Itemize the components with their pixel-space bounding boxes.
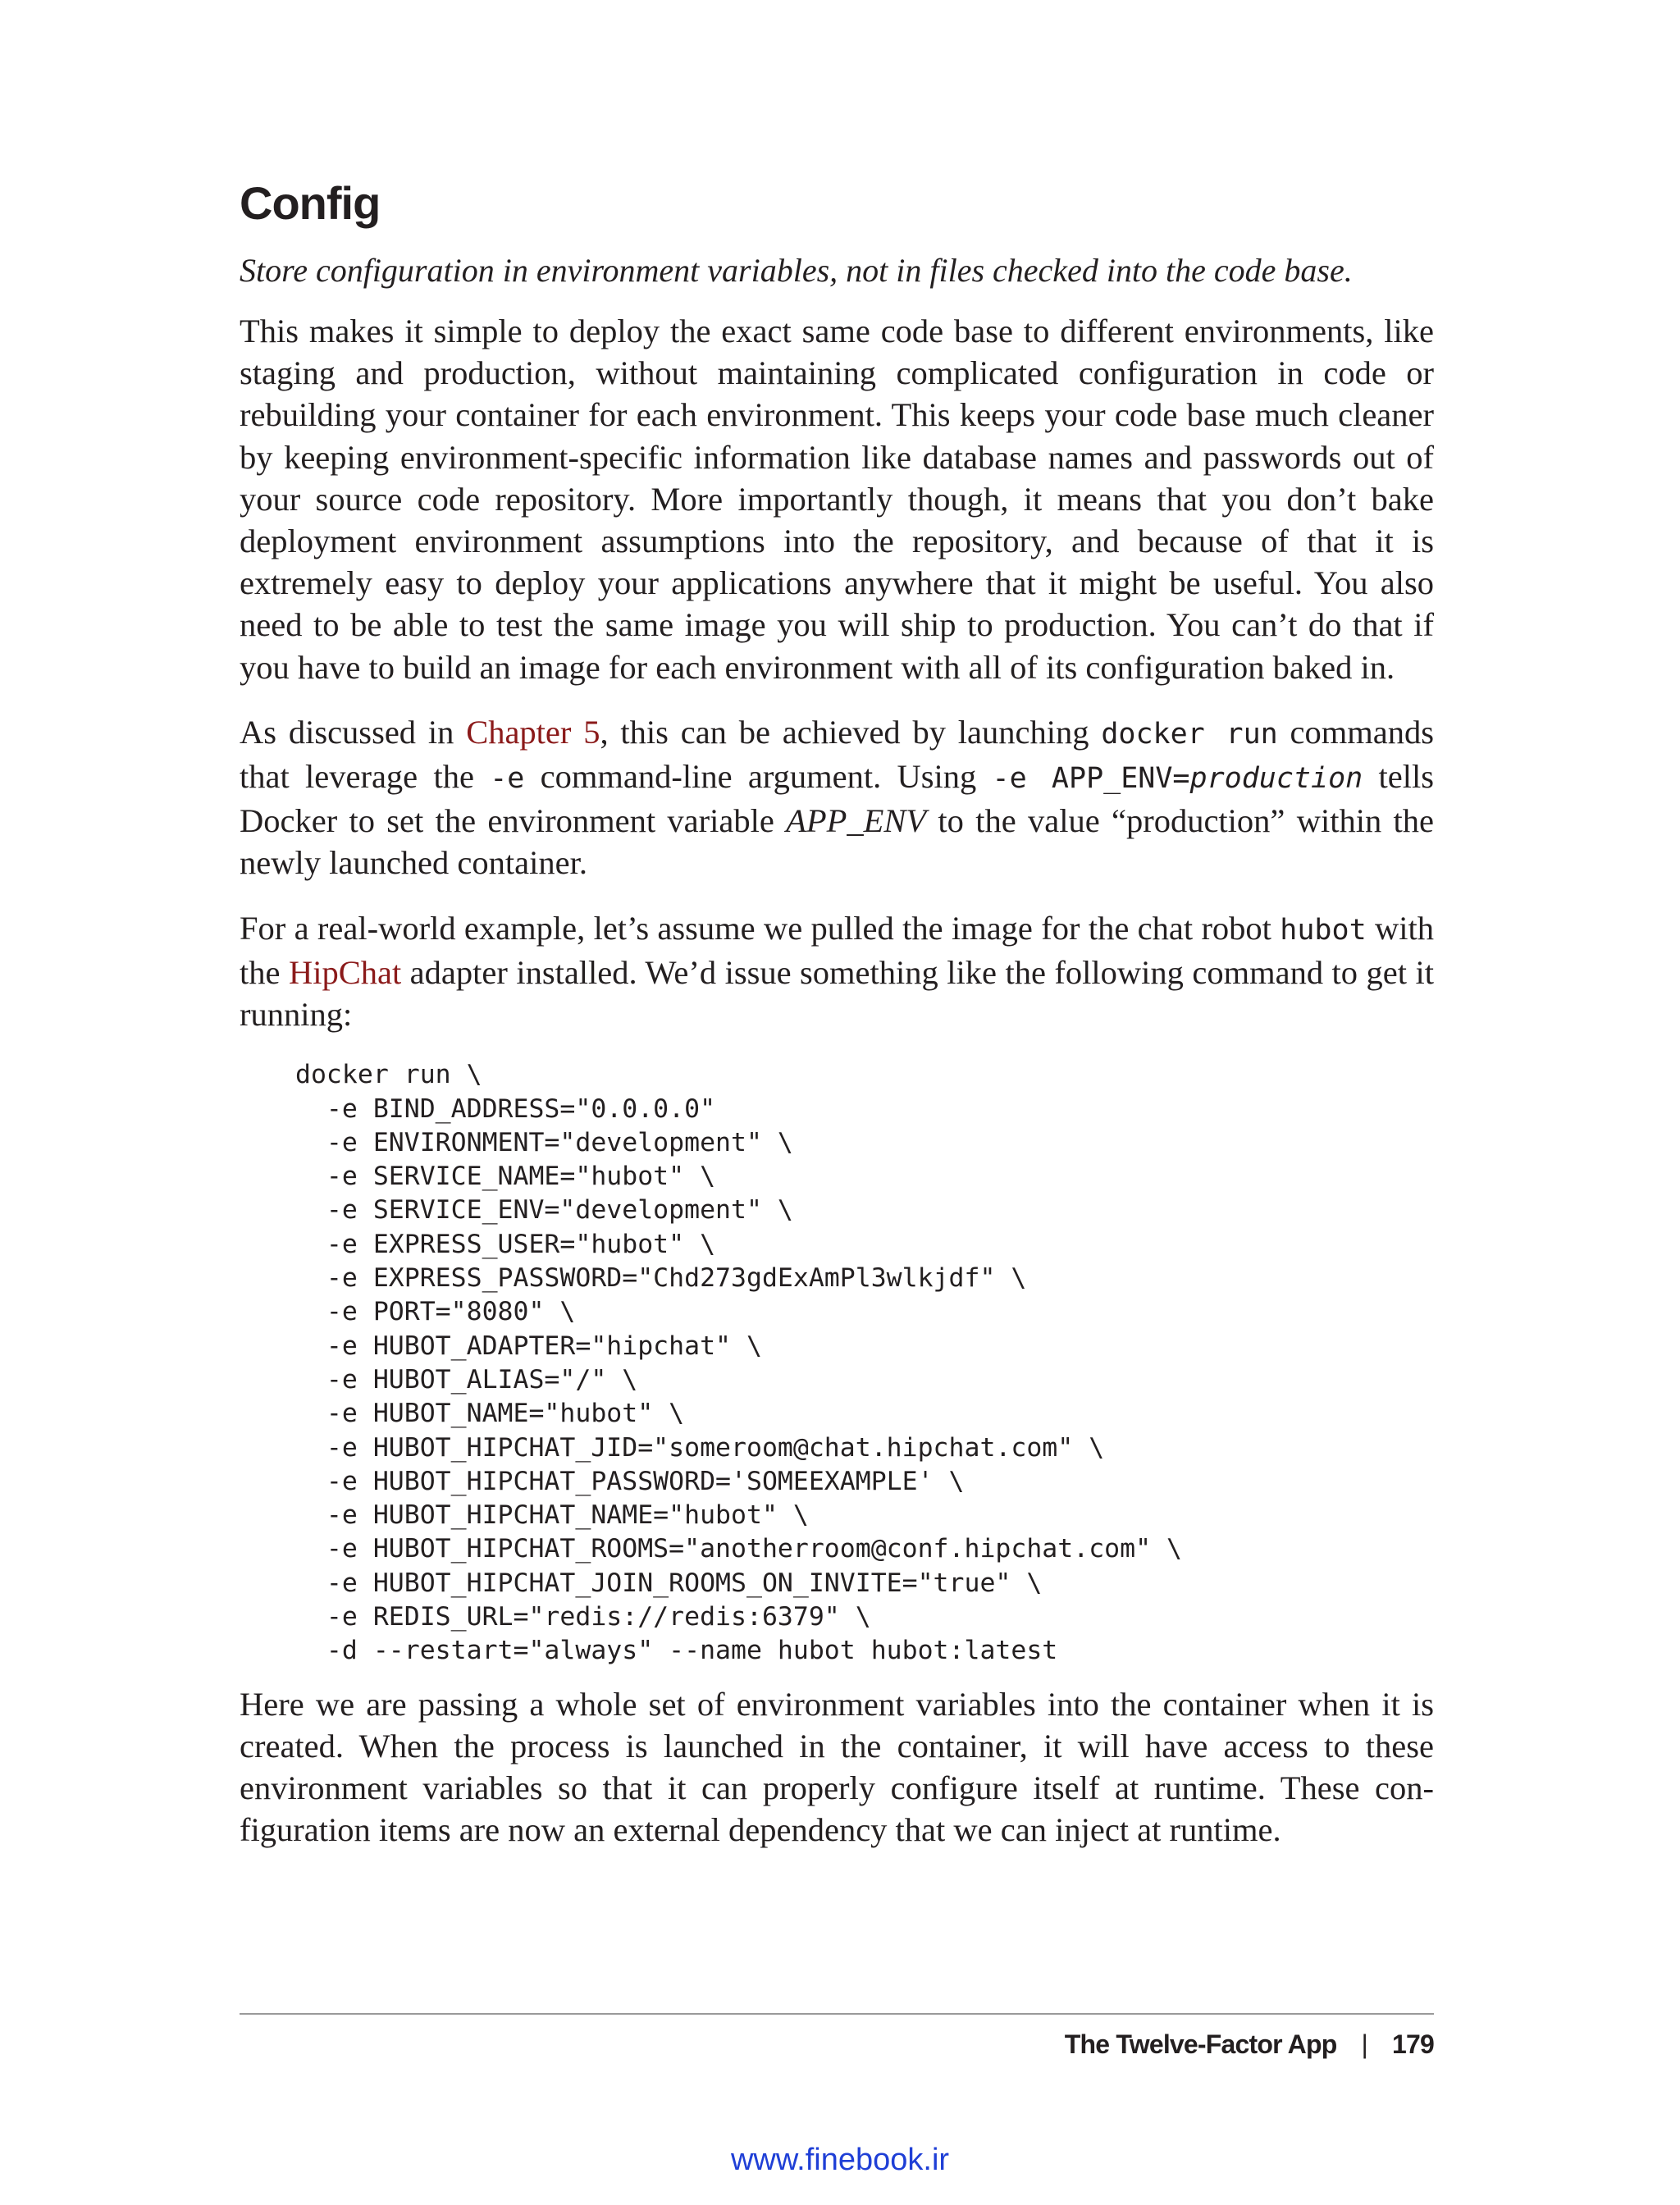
inline-code-app-env — [993, 762, 1363, 795]
code-line: -e REDIS_URL="redis://redis:6379" \ — [295, 1602, 871, 1632]
footer-separator: | — [1361, 2029, 1367, 2059]
inline-code-docker-run: docker run — [1101, 717, 1278, 751]
paragraph-hubot-example — [240, 907, 1434, 1036]
page-content — [240, 171, 1434, 1874]
code-line: -e HUBOT_HIPCHAT_ROOMS="anotherroom@conf.hipchat.com" \ — [295, 1534, 1182, 1564]
code-line: docker run \ — [295, 1060, 482, 1090]
text-span: As discussed in — [240, 713, 467, 751]
page-footer — [1065, 2026, 1434, 2062]
text-span: For a real-world example, let’s assume we pulled the image for the chat robot — [240, 909, 1281, 947]
section-title: Config — [240, 177, 381, 229]
text-span: tells Docker to set the environment variable — [240, 758, 1434, 840]
section-subtitle: Store configuration in environment variables, not in files checked into the code base. — [240, 252, 1353, 289]
code-line: -e HUBOT_HIPCHAT_NAME="hubot" \ — [295, 1500, 809, 1531]
code-line: -e SERVICE_ENV="development" \ — [295, 1195, 793, 1226]
code-line: -e ENVIRONMENT="development" \ — [295, 1127, 793, 1157]
code-line: -e PORT="8080" \ — [295, 1297, 576, 1327]
code-line: -e HUBOT_HIPCHAT_JOIN_ROOMS_ON_INVITE="true" \ — [295, 1568, 1043, 1598]
code-line: -e HUBOT_ADAPTER="hipchat" \ — [295, 1331, 762, 1361]
hipchat-link[interactable]: HipChat — [288, 953, 402, 991]
text-span: commands that leverage the — [240, 713, 1434, 796]
code-line: -d --restart="always" --name hubot hubot:latest — [295, 1636, 1058, 1666]
watermark-url[interactable]: www.finebook.ir — [730, 2143, 950, 2177]
env-variable-name: APP_ENV — [786, 802, 927, 840]
text-span: with the — [240, 909, 1434, 991]
code-line: -e EXPRESS_USER="hubot" \ — [295, 1229, 716, 1259]
code-line: -e HUBOT_NAME="hubot" \ — [295, 1399, 685, 1429]
page-number: 179 — [1392, 2029, 1434, 2059]
code-line: -e HUBOT_HIPCHAT_PASSWORD='SOMEEXAMPLE' \ — [295, 1466, 965, 1496]
code-line: -e HUBOT_HIPCHAT_JID="someroom@chat.hipchat.com" \ — [295, 1432, 1105, 1463]
paragraph-docker-run — [240, 711, 1434, 884]
inline-code-e-flag: -e — [490, 762, 525, 796]
text-span: , this can be achieved by launching — [600, 713, 1102, 751]
paragraph-intro: This makes it simple to deploy the exact same code base to different environments, like staging and production, without maintaining complicated configuration in code or rebuilding your container for each environment. This keeps your code base much cleaner by keeping environment-specific information like database names and passwords out of your source code repository. More importantly though, it means that you don’t bake deployment environment assumptions into the repository, and because of that it is extremely easy to deploy your applications anywhere that it might be useful. You also need to be able to test the same image you will ship to production. You can’t do that if you have to build an image for each environment with all of its configuration baked in. — [240, 313, 1434, 686]
code-span-italic: production — [1189, 762, 1363, 796]
text-span: command-line argument. Using — [524, 758, 993, 796]
footer-divider — [240, 2013, 1434, 2015]
paragraph-summary: Here we are passing a whole set of environment variables into the container when it is created. When the process is launched in the container, it will have access to these environment variables so that it can properly configure itself at runtime. These configuration items are now an external dependency that we can inject at runtime. — [240, 1685, 1434, 1849]
footer-chapter-title: The Twelve-Factor App — [1064, 2029, 1337, 2059]
code-block — [295, 1058, 1434, 1668]
text-span: to the value “production” within the newly launched container. — [240, 802, 1434, 882]
text-span: adapter installed. We’d issue something like the following command to get it running: — [240, 953, 1434, 1034]
inline-code-hubot: hubot — [1280, 913, 1367, 947]
code-line: -e HUBOT_ALIAS="/" \ — [295, 1364, 638, 1395]
chapter-5-link[interactable]: Chapter 5 — [466, 713, 600, 751]
code-span: -e APP_ENV= — [992, 762, 1190, 796]
code-line: -e EXPRESS_PASSWORD="Chd273gdExAmPl3wlkjdf" \ — [295, 1263, 1027, 1294]
code-line: -e BIND_ADDRESS="0.0.0.0" — [295, 1093, 716, 1124]
code-line: -e SERVICE_NAME="hubot" \ — [295, 1162, 716, 1192]
